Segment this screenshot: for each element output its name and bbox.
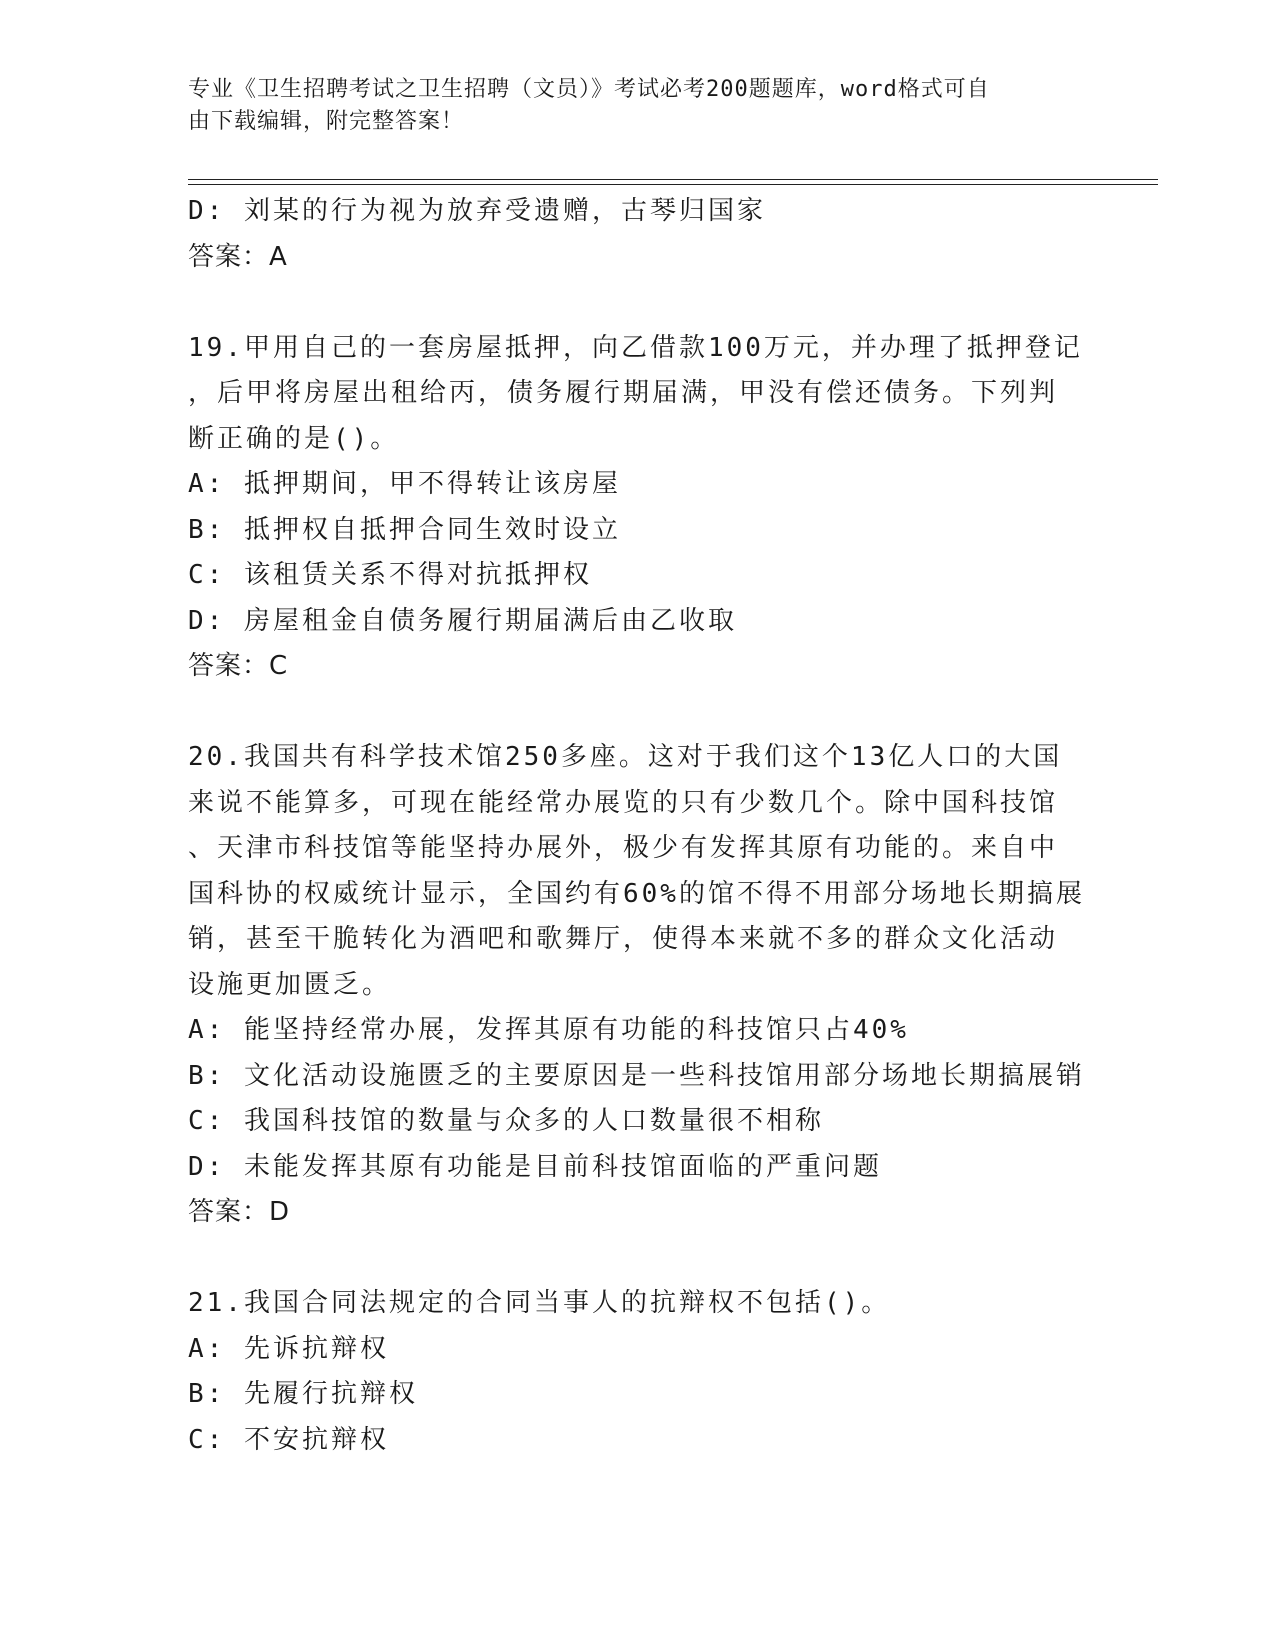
- q21-option-b: B: 先履行抗辩权: [188, 1379, 418, 1409]
- q20-option-b: B: 文化活动设施匮乏的主要原因是一些科技馆用部分场地长期搞展销: [188, 1060, 1085, 1091]
- spacer: [188, 1236, 1088, 1282]
- q20-option-c: C: 我国科技馆的数量与众多的人口数量很不相称: [188, 1106, 824, 1136]
- q19-option-a: A: 抵押期间，甲不得转让该房屋: [188, 469, 621, 499]
- q20-answer: 答案：D: [188, 1197, 291, 1227]
- q20-stem-line: 、天津市科技馆等能坚持办展外，极少有发挥其原有功能的。来自中: [188, 833, 1059, 863]
- question-20: [188, 735, 1088, 1236]
- q20-stem-line: 来说不能算多，可现在能经常办展览的只有少数几个。除中国科技馆: [188, 787, 1059, 818]
- q21-option-c: C: 不安抗辩权: [188, 1424, 389, 1455]
- q19-stem-line: 断正确的是()。: [188, 423, 400, 454]
- q18-answer: 答案：A: [188, 241, 288, 272]
- page-header: [188, 74, 1088, 138]
- q20-stem-line: 设施更加匮乏。: [188, 969, 392, 1000]
- q19-option-d: D: 房屋租金自债务履行期届满后由乙收取: [188, 605, 737, 636]
- q20-option-d: D: 未能发挥其原有功能是目前科技馆面临的严重问题: [188, 1151, 882, 1182]
- question-21: [188, 1281, 1088, 1463]
- q19-answer: 答案：C: [188, 651, 289, 681]
- q19-stem-line: 19.甲用自己的一套房屋抵押，向乙借款100万元，并办理了抵押登记: [188, 332, 1083, 363]
- spacer: [188, 690, 1088, 736]
- header-rule-top: [188, 179, 1158, 180]
- q21-stem-line: 21.我国合同法规定的合同当事人的抗辩权不包括()。: [188, 1288, 891, 1318]
- q19-option-b: B: 抵押权自抵押合同生效时设立: [188, 514, 621, 545]
- q20-option-a: A: 能坚持经常办展，发挥其原有功能的科技馆只占40%: [188, 1015, 909, 1045]
- q21-option-a: A: 先诉抗辩权: [188, 1333, 389, 1364]
- header-line-2: 由下载编辑，附完整答案！: [188, 109, 465, 134]
- q20-stem-line: 20.我国共有科学技术馆250多座。这对于我们这个13亿人口的大国: [188, 742, 1063, 772]
- q20-stem-line: 国科协的权威统计显示，全国约有60%的馆不得不用部分场地长期搞展: [188, 878, 1085, 909]
- header-rule-bottom: [188, 184, 1158, 185]
- q19-stem-line: ，后甲将房屋出租给丙，债务履行期届满，甲没有偿还债务。下列判: [188, 378, 1059, 408]
- q19-option-c: C: 该租赁关系不得对抗抵押权: [188, 560, 592, 590]
- q20-stem-line: 销，甚至干脆转化为酒吧和歌舞厅，使得本来就不多的群众文化活动: [188, 924, 1059, 954]
- spacer: [188, 280, 1088, 326]
- question-content: [188, 189, 1088, 1463]
- question-19: [188, 326, 1088, 690]
- q18-option-d: D: 刘某的行为视为放弃受遗赠，古琴归国家: [188, 196, 766, 226]
- header-line-1: 专业《卫生招聘考试之卫生招聘（文员）》考试必考200题题库，word格式可自: [188, 77, 990, 102]
